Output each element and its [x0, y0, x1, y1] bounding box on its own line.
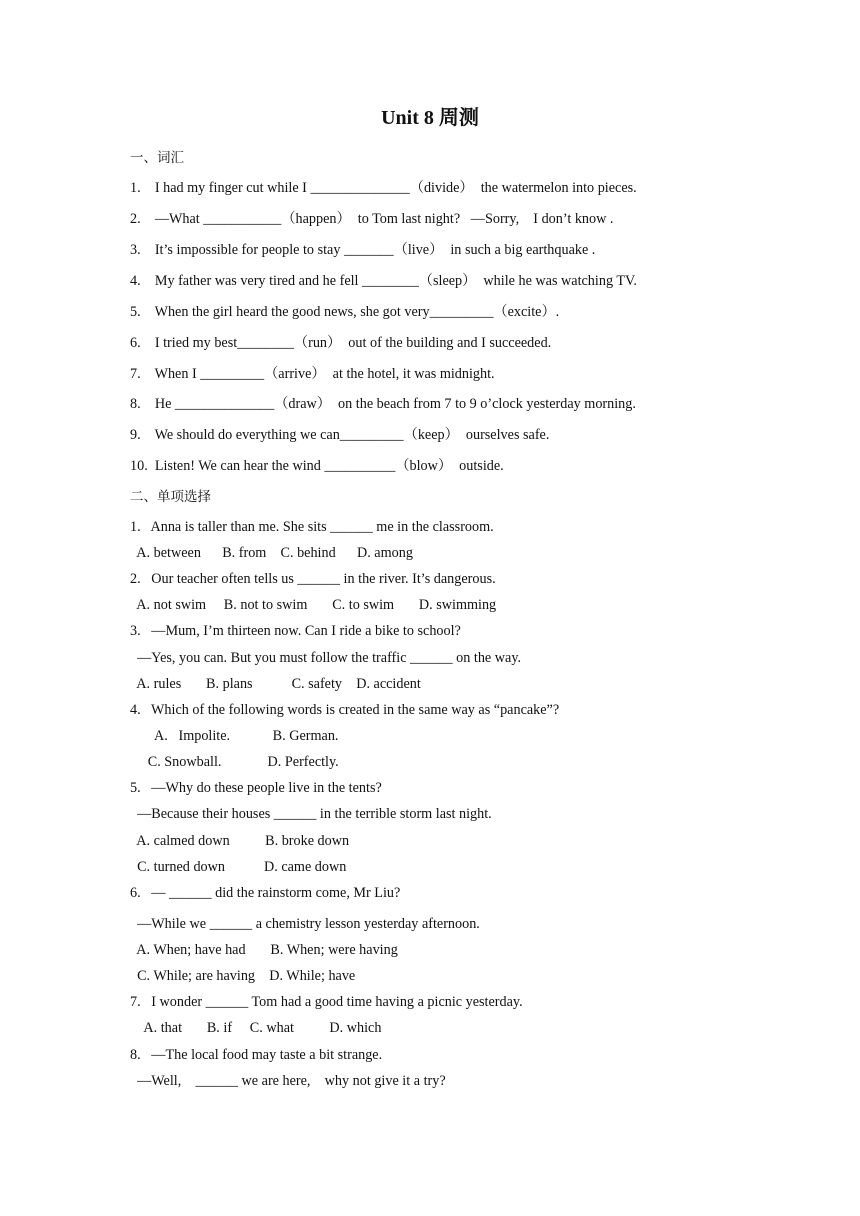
choice-options-2: A. not swim B. not to swim C. to swim D. swimming: [130, 597, 497, 613]
choice-options-6-cd: C. While; are having D. While; have: [130, 968, 356, 984]
choice-question-4: 4. Which of the following words is created in the same way as “pancake”?: [130, 702, 560, 718]
choice-question-6: 6. — ______ did the rainstorm come, Mr Liu?: [130, 885, 401, 901]
vocab-question-7: 7. When I _________（arrive） at the hotel, it was midnight.: [130, 366, 495, 382]
choice-question-5: 5. —Why do these people live in the tents?: [130, 780, 382, 796]
section-heading-multiple-choice: 二、单项选择: [130, 489, 211, 505]
choice-options-3: A. rules B. plans C. safety D. accident: [130, 676, 421, 692]
choice-question-5-reply: —Because their houses ______ in the terrible storm last night.: [130, 806, 492, 822]
choice-options-1: A. between B. from C. behind D. among: [130, 545, 413, 561]
vocab-question-2: 2. —What ___________（happen） to Tom last night? —Sorry, I don’t know .: [130, 211, 614, 227]
choice-question-3: 3. —Mum, I’m thirteen now. Can I ride a bike to school?: [130, 623, 461, 639]
choice-options-5-ab: A. calmed down B. broke down: [130, 833, 350, 849]
choice-question-6-reply: —While we ______ a chemistry lesson yesterday afternoon.: [130, 916, 480, 932]
vocab-question-5: 5. When the girl heard the good news, she got very_________（excite）.: [130, 304, 560, 320]
vocab-question-3: 3. It’s impossible for people to stay _______（live） in such a big earthquake .: [130, 242, 596, 258]
choice-question-1: 1. Anna is taller than me. She sits ______ me in the classroom.: [130, 519, 494, 535]
choice-options-7: A. that B. if C. what D. which: [130, 1020, 382, 1036]
choice-question-3-reply: —Yes, you can. But you must follow the traffic ______ on the way.: [130, 650, 522, 666]
vocab-question-10: 10. Listen! We can hear the wind __________（blow） outside.: [130, 458, 504, 474]
choice-options-5-cd: C. turned down D. came down: [130, 859, 347, 875]
choice-question-7: 7. I wonder ______ Tom had a good time having a picnic yesterday.: [130, 994, 523, 1010]
choice-question-2: 2. Our teacher often tells us ______ in the river. It’s dangerous.: [130, 571, 496, 587]
vocab-question-1: 1. I had my finger cut while I ______________（divide） the watermelon into pieces.: [130, 180, 637, 196]
section-heading-vocabulary: 一、词汇: [130, 150, 184, 166]
choice-options-4-ab: A. Impolite. B. German.: [130, 728, 339, 744]
vocab-question-8: 8. He ______________（draw） on the beach from 7 to 9 o’clock yesterday morning.: [130, 396, 636, 412]
choice-options-4-cd: C. Snowball. D. Perfectly.: [130, 754, 339, 770]
choice-question-8-reply: —Well, ______ we are here, why not give it a try?: [130, 1073, 446, 1089]
vocab-question-4: 4. My father was very tired and he fell ________（sleep） while he was watching TV.: [130, 273, 637, 289]
page-title: Unit 8 周测: [381, 107, 479, 129]
choice-options-6-ab: A. When; have had B. When; were having: [130, 942, 398, 958]
choice-question-8: 8. —The local food may taste a bit strange.: [130, 1047, 383, 1063]
vocab-question-9: 9. We should do everything we can_________（keep） ourselves safe.: [130, 427, 550, 443]
vocab-question-6: 6. I tried my best________（run） out of the building and I succeeded.: [130, 335, 552, 351]
